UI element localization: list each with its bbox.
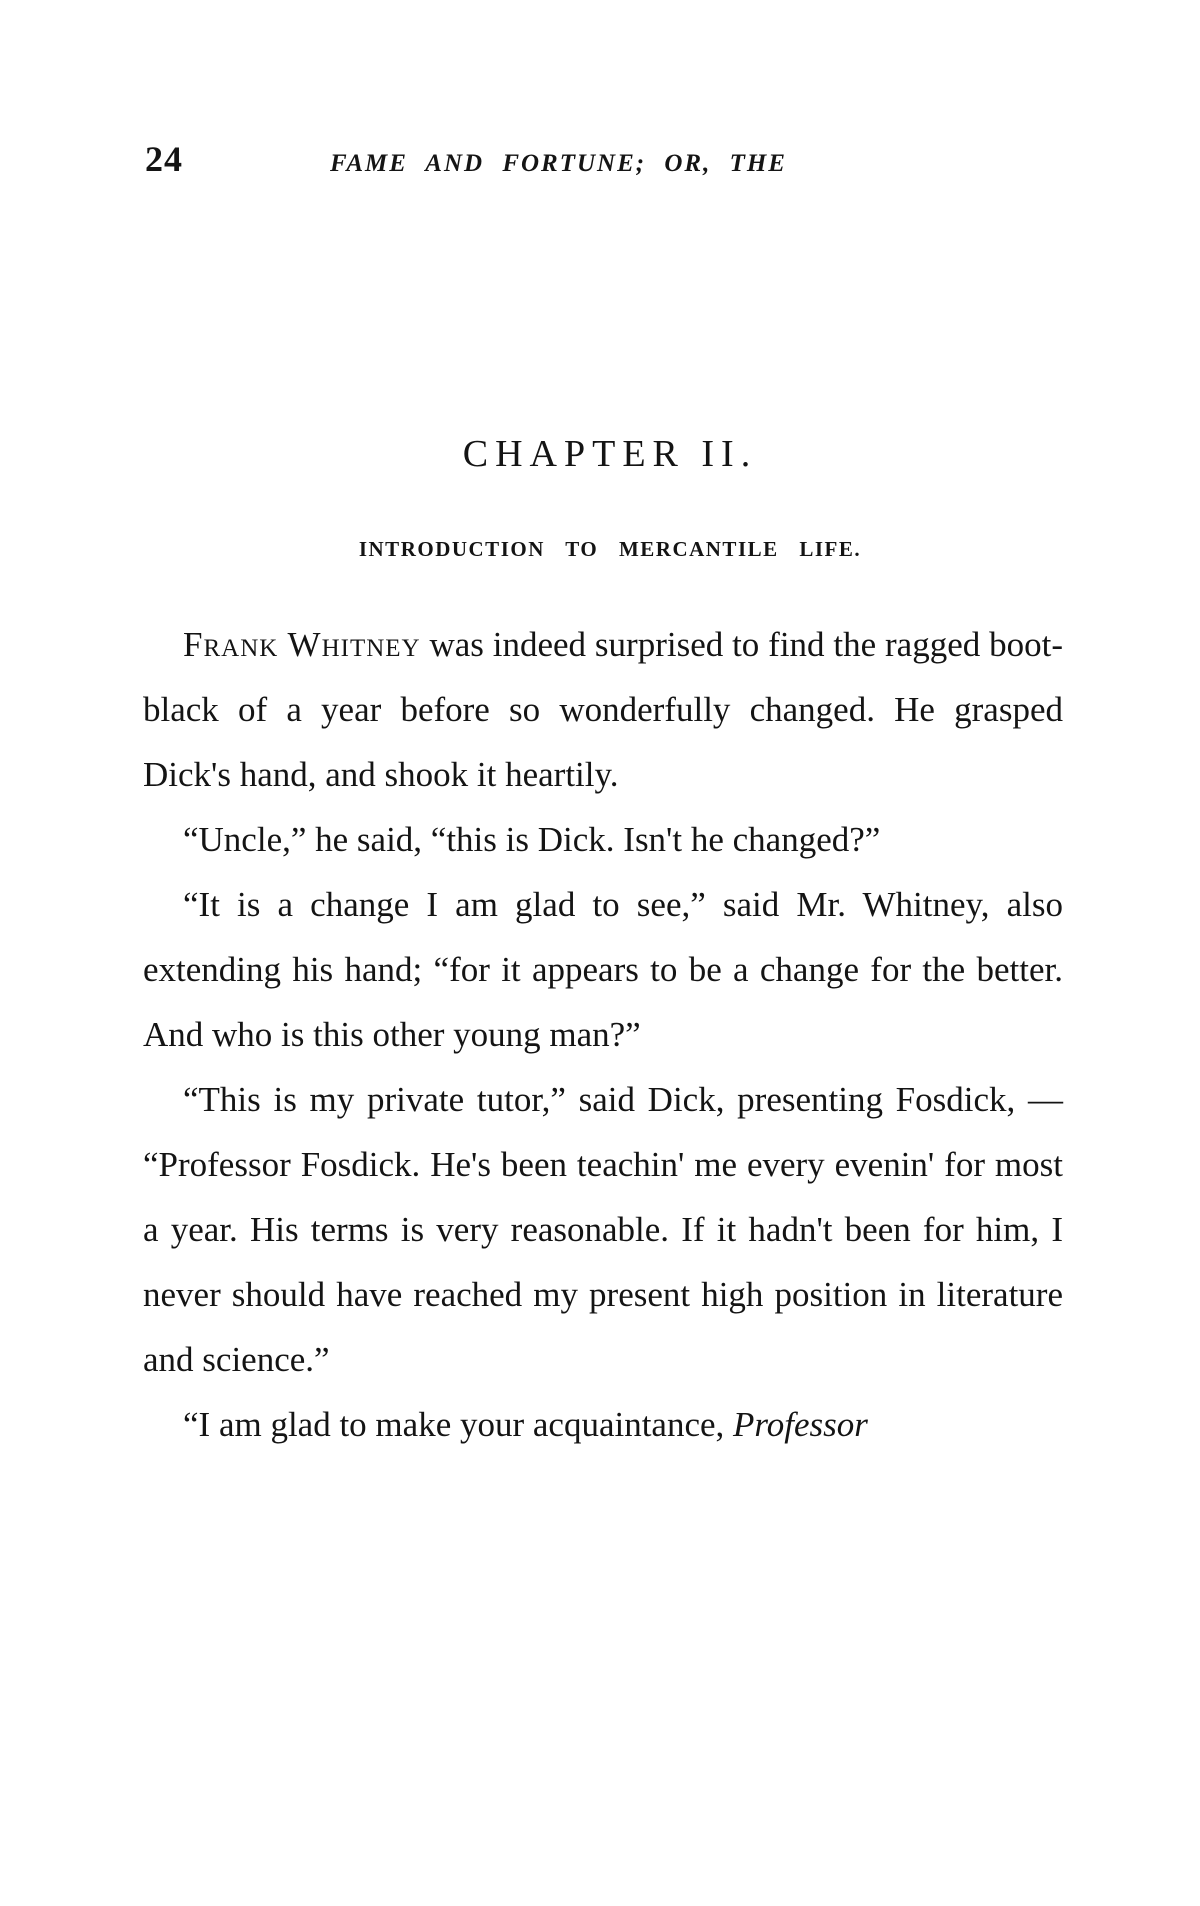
paragraph [143,807,1063,872]
paragraph [143,612,1063,807]
paragraph-text: “Uncle,” he said, “this is Dick. Isn't he changed?” [183,820,881,859]
paragraph-lead-name: Frank Whitney [183,625,421,664]
paragraph [143,1067,1063,1392]
body-text [143,612,1063,1457]
chapter-heading: CHAPTER II. [462,433,758,475]
paragraph-italic-tail: Professor [733,1405,868,1444]
paragraph-text: was indeed surprised to find the ragged boot-black of a year before so wonderfully changed. He grasped Dick's hand, and shook it heartily. [143,625,1063,794]
paragraph-text: “I am glad to make your acquaintance, [183,1405,734,1444]
running-title: FAME AND FORTUNE; OR, THE [330,150,787,177]
paragraph-text: “This is my private tutor,” said Dick, presenting Fosdick, — “Professor Fosdick. He's been teachin' me every evenin' for most a year. His terms is very reasonable. If it hadn't been for him, I never should have reached my present high position in literature and science.” [143,1080,1063,1379]
page-number: 24 [145,139,183,179]
paragraph [143,1392,1063,1457]
paragraph [143,872,1063,1067]
paragraph-text: “It is a change I am glad to see,” said Mr. Whitney, also extending his hand; “for it appears to be a change for the better. And who is this other young man?” [143,885,1063,1054]
running-head [145,138,1065,188]
chapter-subtitle: INTRODUCTION TO MERCANTILE LIFE. [358,537,862,561]
